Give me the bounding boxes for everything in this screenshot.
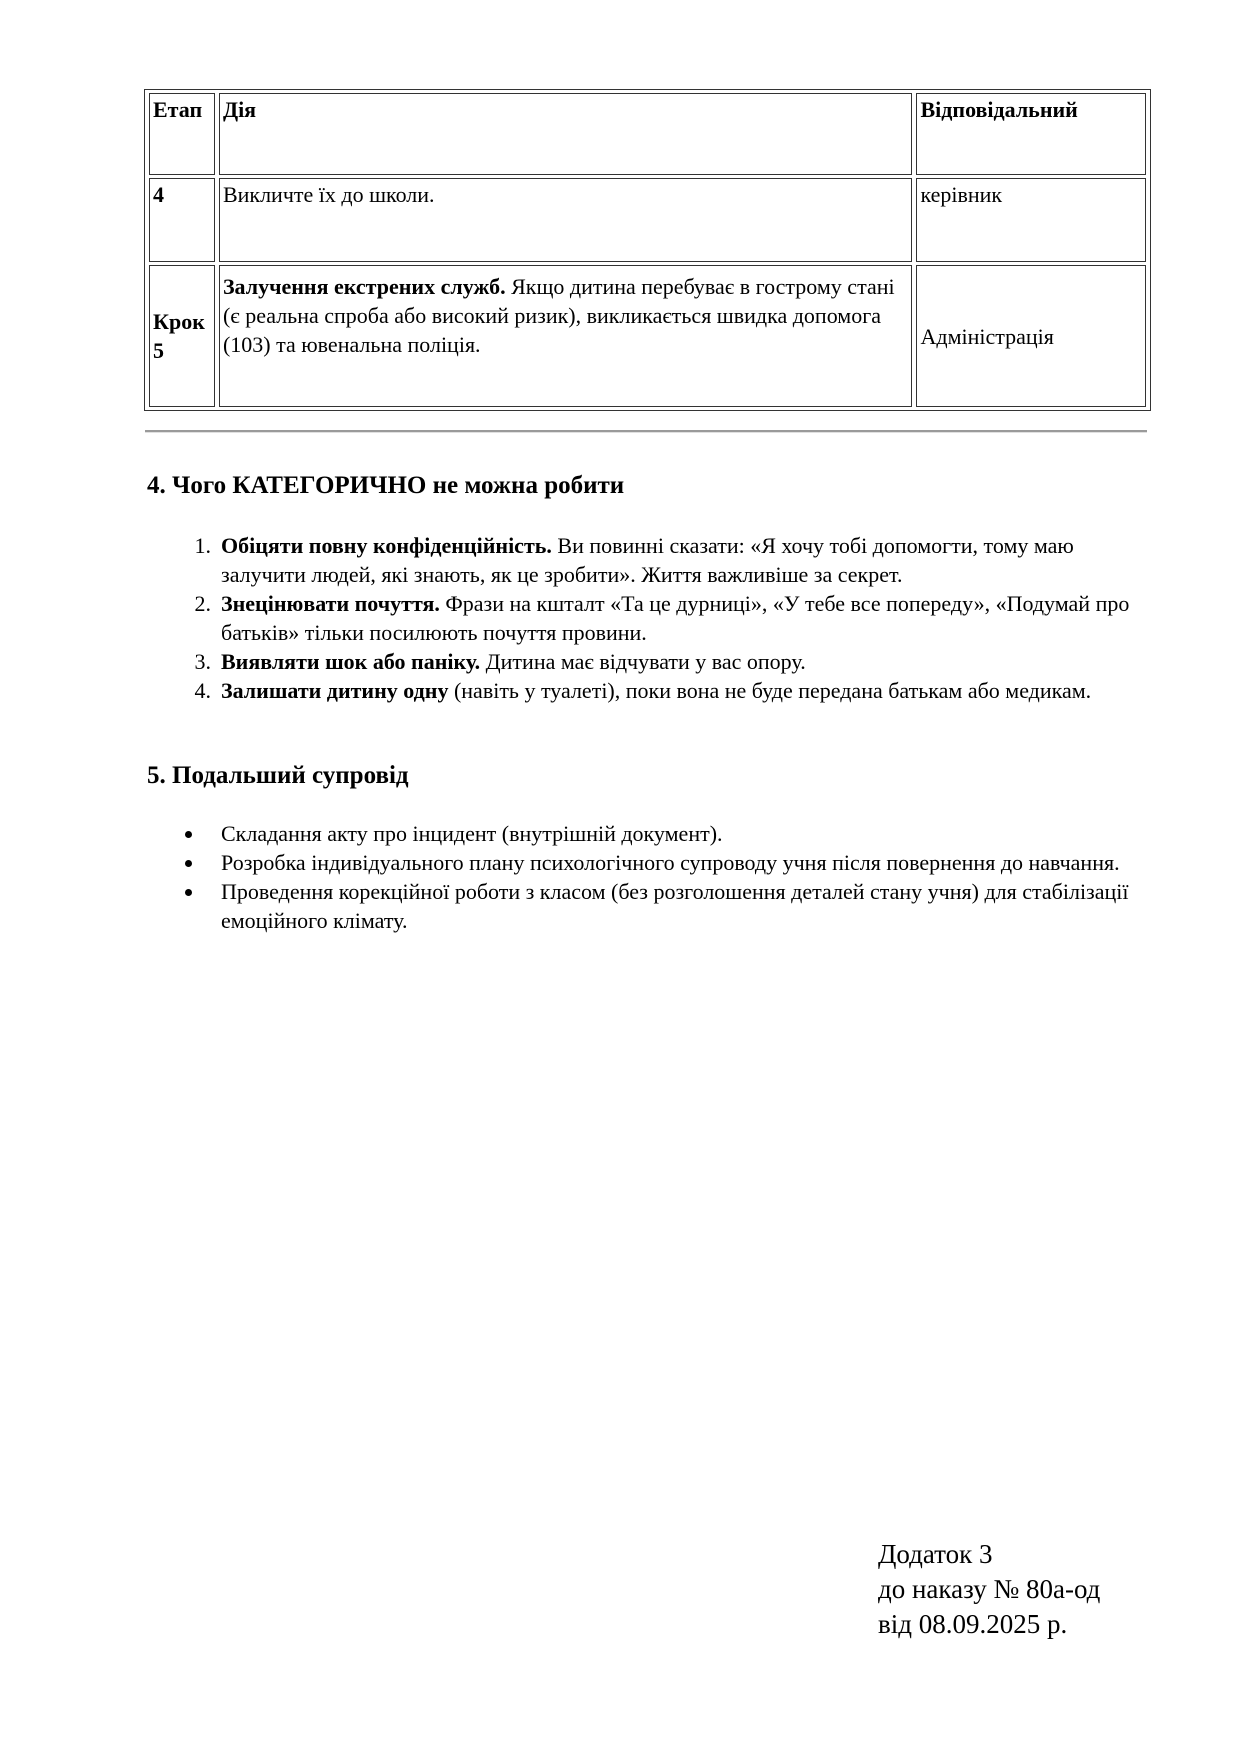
list-item <box>194 531 1151 589</box>
list-item-text: Складання акту про інцидент (внутрішній документ). <box>221 821 723 846</box>
list-item <box>221 877 1151 935</box>
cell-stage: 4 <box>149 178 215 262</box>
cell-responsible: керівник <box>916 178 1146 262</box>
cell-action-text: Якщо дитина перебуває в гострому стані (є реальна спроба або високий ризик), викликається швидка допомога (103) та ювенальна поліція. <box>222 274 895 357</box>
bullet-icon <box>185 831 192 838</box>
list-item <box>221 848 1151 877</box>
cell-action <box>219 178 913 262</box>
cell-action <box>219 265 913 407</box>
horizontal-divider <box>145 430 1147 433</box>
list-item-text: Проведення корекційної роботи з класом (без розголошення деталей стану учня) для стабілізації емоційного клімату. <box>221 879 1129 933</box>
header-action: Дія <box>219 93 913 175</box>
section-5-title: 5. Подальший супровід <box>147 762 409 789</box>
list-number: 3. <box>194 649 211 674</box>
list-item-text: Дитина має відчувати у вас опору. <box>480 649 806 674</box>
cell-action-bold: Залучення екстрених служб. <box>222 274 506 299</box>
follow-up-list <box>221 819 1151 935</box>
section-4-title: 4. Чого КАТЕГОРИЧНО не можна робити <box>147 472 625 499</box>
list-item-text: Ви повинні сказати: «Я хочу тобі допомогти, тому маю залучити людей, які знають, як це зробити». Життя важливіше за секрет. <box>221 533 1074 587</box>
list-item-text: Фрази на кшталт «Та це дурниці», «У тебе все попереду», «Подумай про батьків» тільки посилюють почуття провини. <box>221 591 1130 645</box>
table-row <box>149 265 1146 407</box>
appendix-line: до наказу № 80а-од <box>878 1574 1101 1604</box>
cell-responsible: Адміністрація <box>916 265 1146 407</box>
list-item <box>221 819 1151 848</box>
prohibited-actions-list <box>194 531 1151 705</box>
appendix-note <box>878 1537 1100 1642</box>
table-header-row <box>149 93 1146 175</box>
list-item <box>194 647 1151 676</box>
cell-action-text: Викличте їх до школи. <box>222 182 435 207</box>
list-number: 4. <box>194 678 211 703</box>
list-item-bold: Виявляти шок або паніку. <box>221 649 481 674</box>
header-stage: Етап <box>149 93 215 175</box>
bullet-icon <box>185 889 192 896</box>
list-number: 1. <box>194 533 211 558</box>
header-responsible: Відповідальний <box>916 93 1146 175</box>
cell-stage: Крок 5 <box>149 265 215 407</box>
list-item <box>194 676 1151 705</box>
action-plan-table <box>144 89 1151 411</box>
list-number: 2. <box>194 591 211 616</box>
list-item-bold: Обіцяти повну конфіденційність. <box>221 533 552 558</box>
list-item-text: Розробка індивідуального плану психологічного супроводу учня після повернення до навчання. <box>221 850 1120 875</box>
appendix-line: від 08.09.2025 р. <box>878 1609 1068 1639</box>
bullet-icon <box>185 860 192 867</box>
list-item <box>194 589 1151 647</box>
list-item-bold: Залишати дитину одну <box>221 678 449 703</box>
list-item-text: (навіть у туалеті), поки вона не буде передана батькам або медикам. <box>448 678 1092 703</box>
list-item-bold: Знецінювати почуття. <box>221 591 440 616</box>
appendix-line: Додаток 3 <box>878 1539 993 1569</box>
table-row <box>149 178 1146 262</box>
